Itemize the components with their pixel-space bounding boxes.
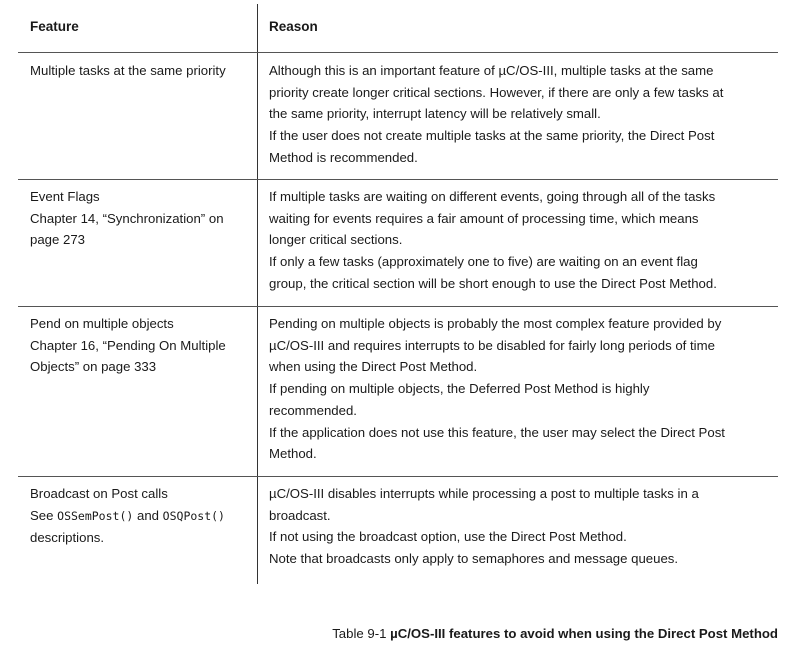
- row-2-feature-line: Chapter 14, “Synchronization” on: [30, 210, 224, 226]
- row-2-reason: [269, 186, 779, 295]
- row-4-feature-line: descriptions.: [30, 530, 105, 546]
- header-feature: Feature: [30, 19, 79, 34]
- row-3-reason-line: recommended.: [269, 402, 357, 418]
- row-4-reason-line: µC/OS-III disables interrupts while processing a post to multiple tasks in a: [269, 486, 699, 501]
- row-4-reason-line: Note that broadcasts only apply to semaphores and message queues.: [269, 551, 679, 567]
- row-1-feature: [30, 60, 254, 82]
- row-4-feature-line: Broadcast on Post calls: [30, 486, 168, 501]
- header-reason: Reason: [269, 19, 318, 34]
- code-ossempost: OSSemPost(): [57, 508, 134, 523]
- row-4-reason-line: broadcast.: [269, 507, 331, 523]
- row-2-reason-line: waiting for events requires a fair amount of processing time, which means: [269, 210, 699, 226]
- row-3-reason-line: Pending on multiple objects is probably the most complex feature provided by: [269, 316, 722, 331]
- row-3-feature: [30, 313, 254, 378]
- row-3-reason-line: when using the Direct Post Method.: [269, 359, 478, 375]
- see-text: See: [30, 507, 54, 523]
- caption-title: µC/OS-III features to avoid when using the Direct Post Method: [390, 626, 778, 641]
- table-caption: [332, 626, 778, 641]
- row-3-reason-line: If the application does not use this feature, the user may select the Direct Post: [269, 424, 725, 440]
- row-3-feature-line: Objects” on page 333: [30, 359, 157, 375]
- row-3-feature-line: Pend on multiple objects: [30, 316, 174, 331]
- row-1-reason-line: Although this is an important feature of µC/OS-III, multiple tasks at the same: [269, 63, 714, 78]
- row-divider: [18, 179, 778, 180]
- row-3-reason-line: µC/OS-III and requires interrupts to be disabled for fairly long periods of time: [269, 337, 715, 353]
- row-2-feature-line: Event Flags: [30, 189, 100, 204]
- row-4-feature: [30, 483, 254, 549]
- row-2-feature: [30, 186, 254, 251]
- row-1-reason-line: the same priority, interrupt latency will be relatively small.: [269, 106, 601, 122]
- column-divider: [257, 4, 258, 584]
- row-3-reason-line: Method.: [269, 446, 317, 462]
- row-1-reason: [269, 60, 779, 169]
- row-1-reason-line: If the user does not create multiple tasks at the same priority, the Direct Post: [269, 128, 715, 144]
- code-osqpost: OSQPost(): [162, 508, 225, 523]
- row-2-feature-line: page 273: [30, 232, 86, 248]
- row-2-reason-line: If multiple tasks are waiting on different events, going through all of the tasks: [269, 189, 716, 204]
- row-divider: [18, 476, 778, 477]
- row-3-reason-line: If pending on multiple objects, the Deferred Post Method is highly: [269, 381, 650, 397]
- row-2-reason-line: group, the critical section will be short enough to use the Direct Post Method.: [269, 275, 717, 291]
- row-4-reason-line: If not using the broadcast option, use the Direct Post Method.: [269, 529, 627, 545]
- header-divider: [18, 52, 778, 53]
- row-2-reason-line: If only a few tasks (approximately one to five) are waiting on an event flag: [269, 254, 698, 270]
- row-3-feature-line: Chapter 16, “Pending On Multiple: [30, 337, 226, 353]
- row-4-feature-line: [30, 505, 254, 528]
- row-4-reason: [269, 483, 779, 570]
- row-3-reason: [269, 313, 779, 465]
- caption-label: Table 9-1: [332, 626, 387, 641]
- and-text: and: [136, 507, 159, 523]
- row-1-feature-line: Multiple tasks at the same priority: [30, 63, 226, 78]
- row-1-reason-line: priority create longer critical sections. However, if there are only a few tasks at: [269, 84, 724, 100]
- row-1-reason-line: Method is recommended.: [269, 149, 418, 165]
- row-divider: [18, 306, 778, 307]
- row-2-reason-line: longer critical sections.: [269, 232, 403, 248]
